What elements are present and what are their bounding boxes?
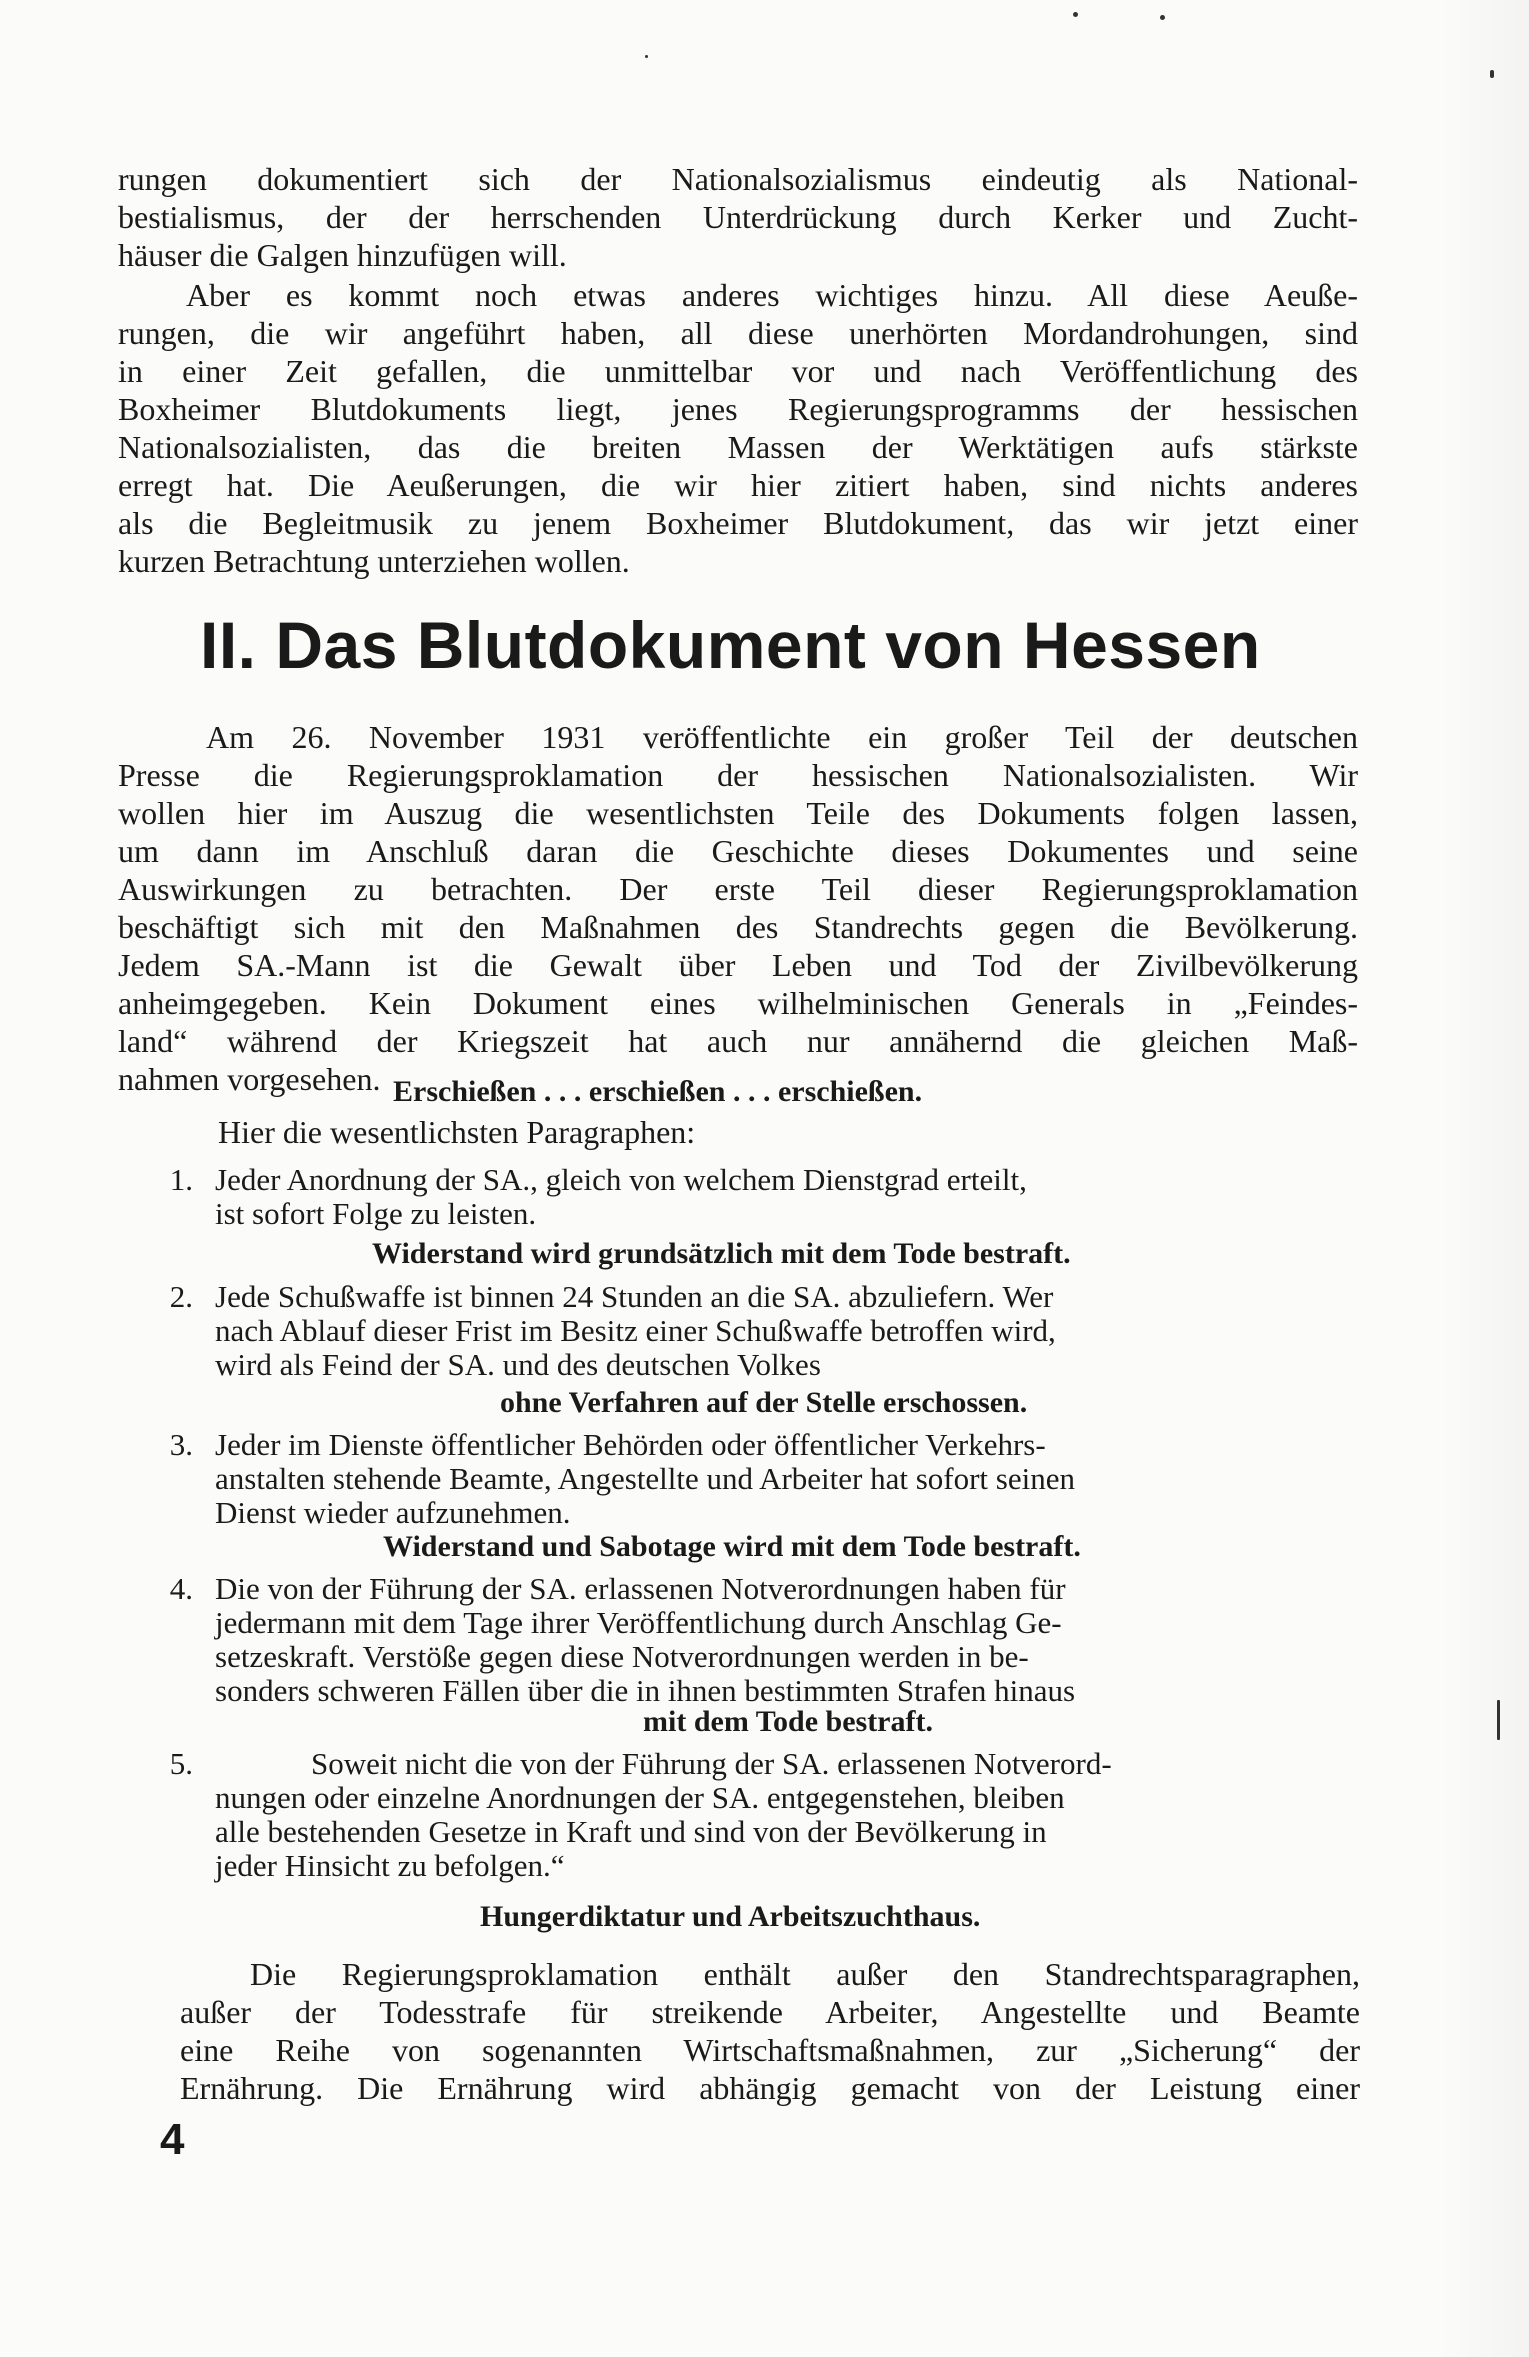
- scan-speck: [645, 55, 648, 58]
- item-emphasis: Widerstand wird grundsätzlich mit dem Tode bestraft.: [372, 1237, 1071, 1270]
- item-line: Dienst wieder aufzunehmen.: [215, 1495, 571, 1530]
- list-item: [169, 1746, 1345, 1883]
- item-number: 4.: [169, 1571, 193, 1606]
- text-line: in einer Zeit gefallen, die unmittelbar vor und nach Veröffentlichung des: [118, 353, 1358, 389]
- page-edge-shadow: [1439, 0, 1529, 2357]
- page-number: 4: [160, 2115, 185, 2164]
- item-line: ist sofort Folge zu leisten.: [215, 1196, 537, 1231]
- item-line: jedermann mit dem Tage ihrer Veröffentlichung durch Anschlag Ge-: [215, 1605, 1062, 1640]
- item-line: alle bestehenden Gesetze in Kraft und sind von der Bevölkerung in: [215, 1814, 1047, 1849]
- text-line: anheimgegeben. Kein Dokument eines wilhelminischen Generals in „Feindes-: [118, 985, 1358, 1021]
- item-line: nungen oder einzelne Anordnungen der SA. entgegenstehen, bleiben: [215, 1780, 1065, 1815]
- text-line: Am 26. November 1931 veröffentlichte ein großer Teil der deutschen: [206, 719, 1358, 755]
- list-item: [169, 1427, 1345, 1530]
- item-line: setzeskraft. Verstöße gegen diese Notverordnungen werden in be-: [215, 1639, 1029, 1674]
- item-emphasis: mit dem Tode bestraft.: [643, 1705, 933, 1738]
- item-line: Soweit nicht die von der Führung der SA. erlassenen Notverord-: [311, 1746, 1112, 1781]
- text-line: land“ während der Kriegszeit hat auch nur annähernd die gleichen Maß-: [118, 1023, 1358, 1059]
- text-line: Boxheimer Blutdokuments liegt, jenes Regierungsprogramms der hessischen: [118, 391, 1358, 427]
- scan-speck: [1497, 1700, 1500, 1740]
- paragraphs-intro: Hier die wesentlichsten Paragraphen:: [218, 1114, 696, 1150]
- section-heading: II. Das Blutdokument von Hessen: [200, 608, 1261, 682]
- text-line: nahmen vorgesehen.: [118, 1061, 381, 1097]
- text-line: Presse die Regierungsproklamation der hessischen Nationalsozialisten. Wir: [118, 757, 1358, 793]
- item-emphasis: ohne Verfahren auf der Stelle erschossen.: [500, 1386, 1028, 1419]
- item-line: jeder Hinsicht zu befolgen.“: [215, 1848, 565, 1883]
- item-line: anstalten stehende Beamte, Angestellte und Arbeiter hat sofort seinen: [215, 1461, 1075, 1496]
- text-line: um dann im Anschluß daran die Geschichte dieses Dokumentes und seine: [118, 833, 1358, 869]
- item-line: Jeder im Dienste öffentlicher Behörden oder öffentlicher Verkehrs-: [215, 1427, 1046, 1462]
- text-line: kurzen Betrachtung unterziehen wollen.: [118, 543, 630, 579]
- list-item: [169, 1279, 1345, 1382]
- intro-paragraph: [118, 160, 1358, 274]
- text-line: bestialismus, der der herrschenden Unterdrückung durch Kerker und Zucht-: [118, 199, 1358, 235]
- scan-speck: [1160, 15, 1165, 20]
- text-line: außer der Todesstrafe für streikende Arbeiter, Angestellte und Beamte: [180, 1994, 1360, 2030]
- item-number: 5.: [169, 1746, 193, 1781]
- text-line: Ernährung. Die Ernährung wird abhängig gemacht von der Leistung einer: [180, 2070, 1360, 2106]
- text-line: als die Begleitmusik zu jenem Boxheimer Blutdokument, das wir jetzt einer: [118, 505, 1358, 541]
- item-line: wird als Feind der SA. und des deutschen Volkes: [215, 1347, 821, 1382]
- text-line: Aber es kommt noch etwas anderes wichtiges hinzu. All diese Aeuße-: [186, 277, 1358, 313]
- item-line: Die von der Führung der SA. erlassenen Notverordnungen haben für: [215, 1571, 1066, 1606]
- item-number: 1.: [169, 1162, 193, 1197]
- text-line: Auswirkungen zu betrachten. Der erste Teil dieser Regierungsproklamation: [118, 871, 1358, 907]
- list-item: [169, 1162, 1345, 1231]
- paragraph-2: [118, 276, 1358, 580]
- scan-speck: [1073, 12, 1078, 17]
- item-emphasis: Widerstand und Sabotage wird mit dem Tode bestraft.: [383, 1530, 1081, 1563]
- text-line: häuser die Galgen hinzufügen will.: [118, 237, 567, 273]
- item-number: 3.: [169, 1427, 193, 1462]
- erschiessen-line: Erschießen . . . erschießen . . . erschießen.: [393, 1075, 923, 1108]
- item-number: 2.: [169, 1279, 193, 1314]
- text-line: Nationalsozialisten, das die breiten Massen der Werktätigen aufs stärkste: [118, 429, 1358, 465]
- text-line: beschäftigt sich mit den Maßnahmen des Standrechts gegen die Bevölkerung.: [118, 909, 1358, 945]
- text-line: wollen hier im Auszug die wesentlichsten Teile des Dokuments folgen lassen,: [118, 795, 1358, 831]
- text-line: Die Regierungsproklamation enthält außer den Standrechtsparagraphen,: [250, 1956, 1360, 1992]
- text-line: Jedem SA.-Mann ist die Gewalt über Leben und Tod der Zivilbevölkerung: [118, 947, 1358, 983]
- text-line: eine Reihe von sogenannten Wirtschaftsmaßnahmen, zur „Sicherung“ der: [180, 2032, 1360, 2068]
- item-line: sonders schweren Fällen über die in ihnen bestimmten Strafen hinaus: [215, 1673, 1076, 1708]
- subheading: Hungerdiktatur und Arbeitszuchthaus.: [480, 1900, 981, 1933]
- text-line: rungen dokumentiert sich der Nationalsozialismus eindeutig als National-: [118, 161, 1358, 197]
- text-line: rungen, die wir angeführt haben, all diese unerhörten Mordandrohungen, sind: [118, 315, 1358, 351]
- text-line: erregt hat. Die Aeußerungen, die wir hier zitiert haben, sind nichts anderes: [118, 467, 1358, 503]
- list-item: [169, 1571, 1345, 1708]
- paragraph-3: [118, 718, 1358, 1098]
- item-line: Jeder Anordnung der SA., gleich von welchem Dienstgrad erteilt,: [215, 1162, 1027, 1197]
- paragraph-4: [180, 1955, 1360, 2107]
- item-line: nach Ablauf dieser Frist im Besitz einer Schußwaffe betroffen wird,: [215, 1313, 1056, 1348]
- item-line: Jede Schußwaffe ist binnen 24 Stunden an die SA. abzuliefern. Wer: [215, 1279, 1054, 1314]
- scan-speck: [1490, 70, 1494, 78]
